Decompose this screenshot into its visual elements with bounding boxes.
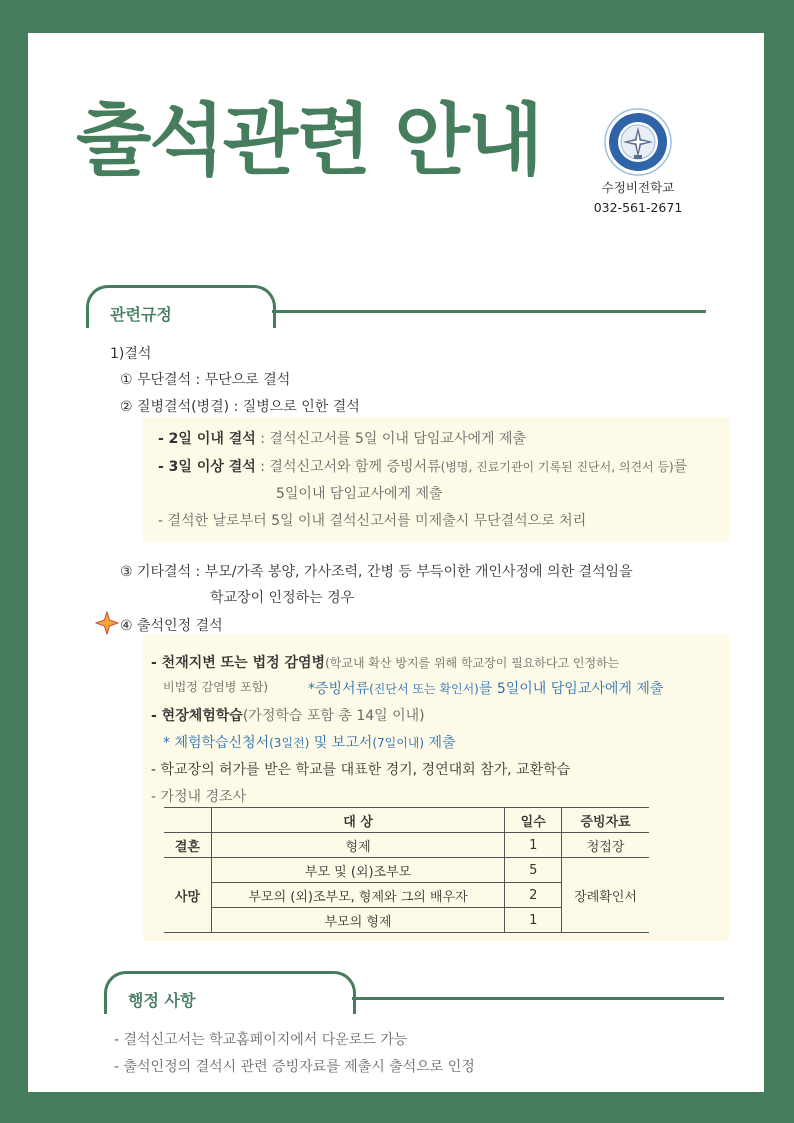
marriage-label: 결혼 (164, 833, 211, 858)
section-title: 행정 사항 (128, 991, 196, 1010)
recognized-line-1: - 천재지변 또는 법정 감염병(학교내 확산 방지를 위해 학교장이 필요하다고 인정하는 (151, 655, 620, 671)
illness-line-3: 5일이내 담임교사에게 제출 (276, 486, 443, 502)
table-cell: 1 (505, 833, 562, 858)
table-header: 증빙자료 (562, 808, 649, 833)
absence-heading: 1)결석 (110, 346, 152, 362)
table-header-row (164, 808, 649, 833)
table-cell: 2 (505, 883, 562, 908)
star-icon (95, 611, 119, 635)
death-label: 사망 (164, 858, 211, 933)
recognized-line-4: * 체험학습신청서(3일전) 및 보고서(7일이내) 제출 (163, 735, 456, 751)
other-absence: ③ 기타결석 : 부모/가족 봉양, 가사조력, 간병 등 부득이한 개인사정에 의한 결석임을 (120, 564, 633, 580)
table-header: 대 상 (211, 808, 504, 833)
section-header-regulations (86, 285, 706, 325)
table-cell: 부모의 (외)조부모, 형제와 그의 배우자 (211, 883, 504, 908)
family-events-table (164, 807, 649, 933)
school-name: 수정비전학교 (601, 180, 675, 195)
section-header-admin (104, 971, 724, 1011)
recognized-line-3: - 현장체험학습(가정학습 포함 총 14일 이내) (151, 708, 425, 724)
table-cell: 청접장 (562, 833, 649, 858)
illness-absence: ② 질병결석(병결) : 질병으로 인한 결석 (120, 399, 360, 415)
recognized-line-5: - 학교장의 허가를 받은 학교를 대표한 경기, 경연대회 참가, 교환학습 (151, 762, 571, 778)
page-title: 출석관련 안내 (76, 96, 542, 186)
table-cell: 형제 (211, 833, 504, 858)
table-row (164, 858, 649, 883)
recognized-detail-box (143, 634, 729, 941)
section-title: 관련규정 (110, 305, 172, 324)
recognized-absence: ④ 출석인정 결석 (120, 618, 223, 634)
star-cross-icon (604, 108, 672, 176)
table-cell: 부모의 형제 (211, 908, 504, 933)
admin-item: - 출석인정의 결석시 관련 증빙자료를 제출시 출석으로 인정 (114, 1059, 475, 1075)
school-phone: 032-561-2671 (593, 200, 683, 215)
table-cell: 1 (505, 908, 562, 933)
school-logo (604, 108, 672, 176)
table-cell: 부모 및 (외)조부모 (211, 858, 504, 883)
table-header: 일수 (505, 808, 562, 833)
other-absence-cont: 학교장이 인정하는 경우 (210, 590, 355, 606)
recognized-line-6: - 가정내 경조사 (151, 789, 247, 805)
recognized-line-2-note: *증빙서류(진단서 또는 확인서)를 5일이내 담임교사에게 제출 (308, 681, 664, 697)
unexcused-absence: ① 무단결석 : 무단으로 결석 (120, 372, 291, 388)
recognized-line-2: 비법정 감염병 포함) (163, 680, 269, 694)
table-row (164, 833, 649, 858)
illness-line-2: - 3일 이상 결석 : 결석신고서와 함께 증빙서류(병명, 진료기관이 기록된 진단서, 의견서 등)를 (158, 459, 688, 475)
illness-line-1: - 2일 이내 결석 : 결석신고서를 5일 이내 담임교사에게 제출 (158, 431, 527, 447)
table-cell: 장례확인서 (562, 858, 649, 933)
illness-detail-box (143, 417, 729, 542)
admin-item: - 결석신고서는 학교홈페이지에서 다운로드 가능 (114, 1032, 408, 1048)
illness-line-4: - 결석한 날로부터 5일 이내 결석신고서를 미제출시 무단결석으로 처리 (158, 513, 587, 529)
table-cell: 5 (505, 858, 562, 883)
school-info (568, 178, 708, 218)
